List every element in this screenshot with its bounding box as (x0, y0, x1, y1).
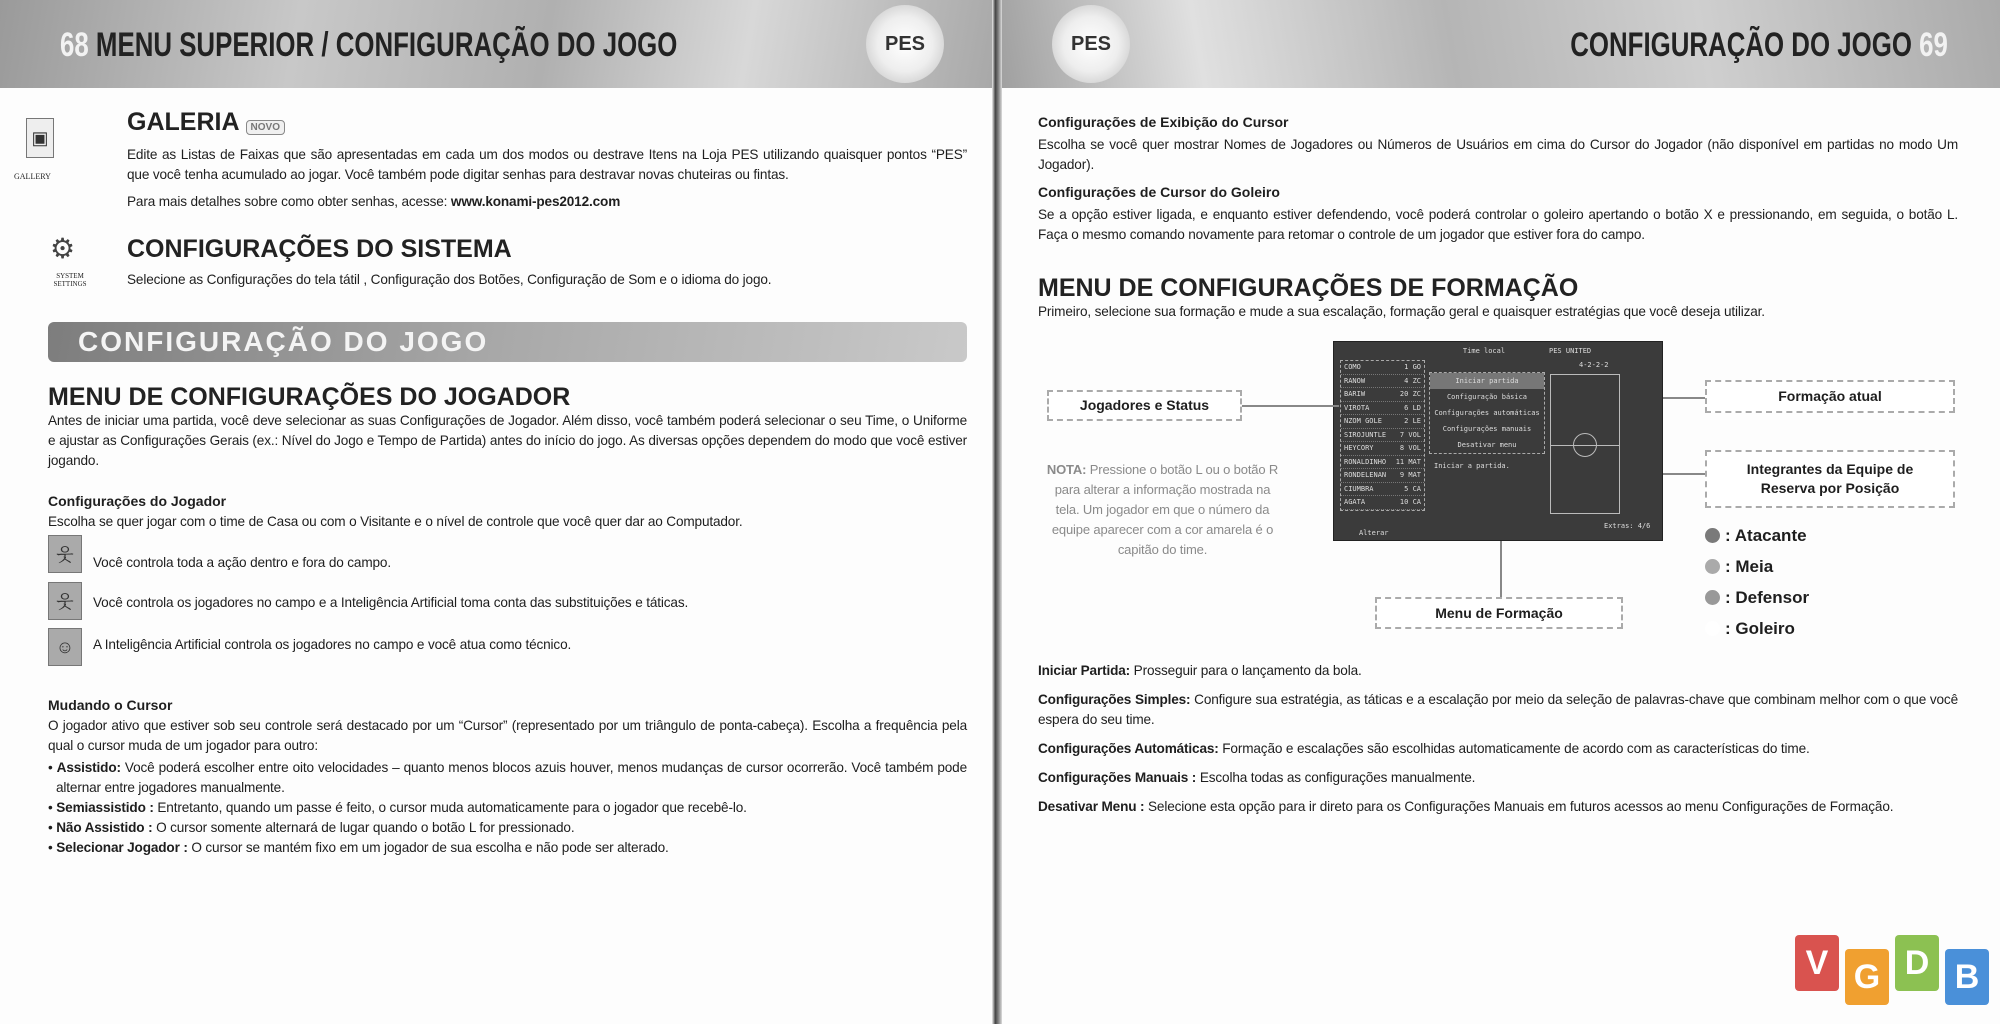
player-name: COMO (1344, 363, 1361, 371)
bullet-item: • Assistido: Você poderá escolher entre oito velocidades – quanto menos blocos azuis houver, menos mudanças de cursor ocorrerão. Você também pode alternar entre jogadores manualmente. (48, 760, 967, 795)
players-status-callout: Jogadores e Status (1047, 390, 1242, 421)
player-number-position: 8 VOL (1399, 444, 1421, 452)
player-name: VIROTA (1344, 403, 1370, 412)
gallery-icon-label: GALLERY (14, 172, 51, 181)
legend-item (1705, 520, 1809, 551)
home-team-label: Time local (1462, 347, 1506, 355)
forward-dot-icon (1705, 528, 1720, 543)
formation-menu-item: Configurações automáticas (1434, 409, 1540, 417)
option-item (1038, 661, 1958, 681)
player-name: RONALDINHO (1344, 457, 1387, 466)
option-item (1038, 739, 1958, 759)
player-name: SIROJUNTLE (1344, 430, 1387, 439)
cursor-display-title: Configurações de Exibição do Cursor (1038, 114, 1289, 130)
header-title-text: MENU SUPERIOR / CONFIGURAÇÃO DO JOGO (95, 26, 678, 64)
cursor-title: Mudando o Cursor (48, 697, 173, 713)
reserves-callout: Integrantes da Equipe de Reserva por Posição (1705, 450, 1955, 508)
player-name: RANOW (1344, 376, 1366, 385)
player-row (1341, 415, 1424, 429)
legend-label: : Atacante (1725, 525, 1807, 545)
right-header-title (1570, 26, 1948, 65)
player-number-position: 11 MAT (1395, 457, 1421, 466)
callout-line (1663, 473, 1705, 475)
watermark-letter: G (1845, 949, 1889, 1005)
footer-hint: Alterar (1359, 529, 1389, 537)
cursor-display-text: Escolha se você quer mostrar Nomes de Jogadores ou Números de Usuários em cima do Cursor do Jogador (não disponível em partidas no modo Um Jogador). (1038, 137, 1958, 172)
reserves-count: Extras: 4/6 (1604, 522, 1651, 530)
system-icon-label: SYSTEM SETTINGS (53, 272, 87, 288)
formation-menu-item: Configurações manuais (1442, 425, 1532, 433)
option-item (1038, 797, 1958, 817)
player-number-position: 20 ZC (1399, 390, 1421, 398)
formation-menu-item: Desativar menu (1457, 441, 1517, 449)
team-name: PES UNITED (1549, 347, 1592, 355)
section-banner: CONFIGURAÇÃO DO JOGO (48, 322, 967, 362)
hint-text: Iniciar a partida. (1434, 462, 1510, 470)
option-term: Configurações Simples: (1038, 692, 1191, 707)
gallery-icon: ▣ (26, 118, 54, 158)
option-term: Iniciar Partida: (1038, 663, 1131, 678)
callout-line (1663, 397, 1705, 399)
player-row (1341, 402, 1424, 416)
page-number: 69 (1919, 26, 1948, 64)
system-settings-icon: ⚙ (50, 233, 76, 264)
callout-line (1242, 405, 1339, 407)
player-row (1341, 388, 1424, 402)
option-term: Desativar Menu : (1038, 799, 1145, 814)
player-menu-title: MENU DE CONFIGURAÇÕES DO JOGADOR (48, 383, 571, 411)
option-desc: Escolha todas as configurações manualmente. (1196, 770, 1476, 785)
option-desc: Selecione esta opção para ir direto para os Configurações Manuais em futuros acessos ao menu Configurações de Formação. (1144, 799, 1894, 814)
bullet-term: Não Assistido : (56, 820, 153, 835)
player-number-position: 7 VOL (1399, 430, 1421, 439)
option-text: A Inteligência Artificial controla os jogadores no campo e você atua como técnico. (93, 637, 572, 652)
option-term: Configurações Automáticas: (1038, 741, 1219, 756)
legend-label: : Meia (1725, 556, 1774, 576)
player-name: AGATA (1344, 498, 1366, 506)
legend-item (1705, 613, 1809, 644)
player-row (1341, 483, 1424, 497)
current-formation-callout: Formação atual (1705, 380, 1955, 413)
watermark-letter: D (1895, 935, 1939, 991)
bullet-item: • Semiassistido : Entretanto, quando um passe é feito, o cursor muda automaticamente para o jogador que recebê-lo. (48, 800, 747, 815)
player-row (1341, 496, 1424, 510)
note-term: NOTA: (1046, 462, 1087, 477)
player-row (1341, 442, 1424, 456)
watermark-letter: V (1795, 935, 1839, 991)
formation-menu-callout: Menu de Formação (1375, 597, 1623, 629)
player-number-position: 4 ZC (1404, 376, 1421, 385)
player-name: CIUMBRA (1344, 484, 1374, 493)
bullet-term: Semiassistido : (56, 800, 154, 815)
bullet-item: • Não Assistido : O cursor somente alternará de lugar quando o botão L for pressionado. (48, 820, 575, 835)
note-text (1045, 460, 1280, 560)
system-title: CONFIGURAÇÕES DO SISTEMA (127, 235, 512, 263)
defender-dot-icon (1705, 590, 1720, 605)
bullet-text: Entretanto, quando um passe é feito, o cursor muda automaticamente para o jogador que recebê-lo. (153, 800, 747, 815)
player-number-position: 6 LD (1404, 403, 1421, 412)
konami-link[interactable]: www.konami-pes2012.com (450, 194, 621, 209)
option-term: Configurações Manuais : (1038, 770, 1197, 785)
legend-label: : Defensor (1725, 587, 1810, 607)
formation-menu-title: MENU DE CONFIGURAÇÕES DE FORMAÇÃO (1038, 274, 1579, 302)
gallery-text: Edite as Listas de Faixas que são apresentadas em cada um dos modos ou destrave Itens na Loja PES utilizando quaisquer pontos “PES” que você tenha acumulado ao jogar. Você também pode digitar senhas para destravar novas chuteiras ou fintas. (127, 147, 967, 182)
header-title-text: CONFIGURAÇÃO DO JOGO (1570, 26, 1913, 64)
bullet-term: Assistido: (56, 760, 121, 775)
formation-menu-item: Configuração básica (1446, 393, 1528, 401)
gallery-title-text: GALERIA (127, 108, 239, 136)
left-header-title (60, 26, 677, 65)
bullet-text: O cursor se mantém fixo em um jogador de sua escolha e não pode ser alterado. (187, 840, 669, 855)
player-menu-text: Antes de iniciar uma partida, você deve selecionar as suas Configurações de Jogador. Além disso, você também poderá selecionar o seu Time, o Uniforme e ajustar as Configurações Gerais (ex.: Nível do Jogo e Tempo de Partida) antes do início do jogo. As diversas opções dependem do modo que você estiver jogando. (48, 413, 967, 468)
coach-icon: ☺ (48, 628, 82, 666)
gallery-link-line (127, 192, 967, 212)
player-number-position: 9 MAT (1399, 471, 1421, 479)
player-name: NZOM GOLE (1344, 417, 1382, 425)
midfielder-dot-icon (1705, 559, 1720, 574)
pes-logo: PES (866, 5, 944, 83)
gallery-title (127, 108, 285, 137)
formation-options-list (1038, 661, 1958, 817)
player-name: HEYCORY (1344, 444, 1374, 452)
player-row (1341, 456, 1424, 470)
bullet-item: • Selecionar Jogador : O cursor se mantém fixo em um jogador de sua escolha e não pode ser alterado. (48, 840, 669, 855)
player-full-control-icon: 웃 (48, 535, 82, 573)
cursor-bullets (48, 758, 967, 858)
cursor-text: O jogador ativo que estiver sob seu controle será destacado por um “Cursor” (representado por um triângulo de ponta-cabeça). Escolha a frequência pela qual o cursor muda de um jogador para outro: (48, 718, 967, 753)
option-desc: Configure sua estratégia, as táticas e a escalação por meio da seleção de palavras-chave que combinam melhor com o que você espera do seu time. (1038, 692, 1958, 727)
new-badge: NOVO (246, 120, 285, 135)
option-item (1038, 768, 1958, 788)
callout-line (1500, 541, 1502, 597)
goalkeeper-dot-icon (1705, 621, 1720, 636)
bullet-text: O cursor somente alternará de lugar quando o botão L for pressionado. (152, 820, 575, 835)
bullet-term: Selecionar Jogador : (56, 840, 188, 855)
pitch (1550, 374, 1620, 514)
player-row (1341, 361, 1424, 375)
option-desc: Formação e escalações são escolhidas automaticamente de acordo com as características do time. (1218, 741, 1810, 756)
player-name: BARIW (1344, 390, 1366, 398)
formation-menu-text: Primeiro, selecione sua formação e mude a sua escalação, formação geral e quaisquer estratégias que você deseja utilizar. (1038, 304, 1765, 319)
position-legend (1705, 520, 1809, 644)
pes-logo: PES (1052, 5, 1130, 83)
player-list (1340, 360, 1425, 511)
goalkeeper-cursor-title: Configurações de Cursor do Goleiro (1038, 184, 1280, 200)
legend-item (1705, 551, 1809, 582)
option-text: Você controla os jogadores no campo e a Inteligência Artificial toma conta das substituições e táticas. (93, 595, 689, 610)
note-body: Pressione o botão L ou o botão R para alterar a informação mostrada na tela. Um jogador em que o número da equipe aparecer com a cor amarela é o capitão do time. (1051, 462, 1279, 557)
bullet-text: Você poderá escolher entre oito velocidades – quanto menos blocos azuis houver, menos mudanças de cursor ocorrerão. Você também pode alternar entre jogadores manualmente. (56, 760, 967, 795)
player-name: RONDELENAN (1344, 471, 1387, 479)
option-text: Você controla toda a ação dentro e fora do campo. (93, 555, 391, 570)
book-spine (992, 0, 1002, 1024)
player-number-position: 2 LE (1404, 417, 1421, 425)
formation-value: 4-2-2-2 (1579, 361, 1609, 369)
option-desc: Prosseguir para o lançamento da bola. (1130, 663, 1362, 678)
player-row (1341, 429, 1424, 443)
legend-item (1705, 582, 1809, 613)
option-item (1038, 690, 1958, 730)
system-text: Selecione as Configurações do tela tátil , Configuração dos Botões, Configuração de Som e o idioma do jogo. (127, 272, 772, 287)
formation-screen-image (1333, 341, 1663, 541)
formation-menu-item: Iniciar partida (1430, 373, 1544, 389)
player-number-position: 5 CA (1404, 484, 1421, 493)
watermark-letter: B (1945, 949, 1989, 1005)
page-number: 68 (60, 26, 89, 64)
player-row (1341, 469, 1424, 483)
player-number-position: 10 CA (1399, 498, 1421, 506)
player-settings-text: Escolha se quer jogar com o time de Casa ou com o Visitante e o nível de controle que você quer dar ao Computador. (48, 514, 743, 529)
player-number-position: 1 GO (1404, 363, 1421, 371)
link-prefix: Para mais detalhes sobre como obter senhas, acesse: (127, 194, 451, 209)
legend-label: : Goleiro (1725, 618, 1795, 638)
formation-menu (1429, 372, 1545, 454)
player-ai-tactics-icon: 웃 (48, 582, 82, 620)
goalkeeper-cursor-text: Se a opção estiver ligada, e enquanto estiver defendendo, você poderá controlar o goleiro apertando o botão X e pressionando, em seguida, o botão L. Faça o mesmo comando novamente para retomar o controle de um jogador que estiver fora do campo. (1038, 207, 1958, 242)
player-settings-title: Configurações do Jogador (48, 493, 227, 509)
vgdb-watermark (1795, 935, 1995, 1015)
player-row (1341, 375, 1424, 389)
